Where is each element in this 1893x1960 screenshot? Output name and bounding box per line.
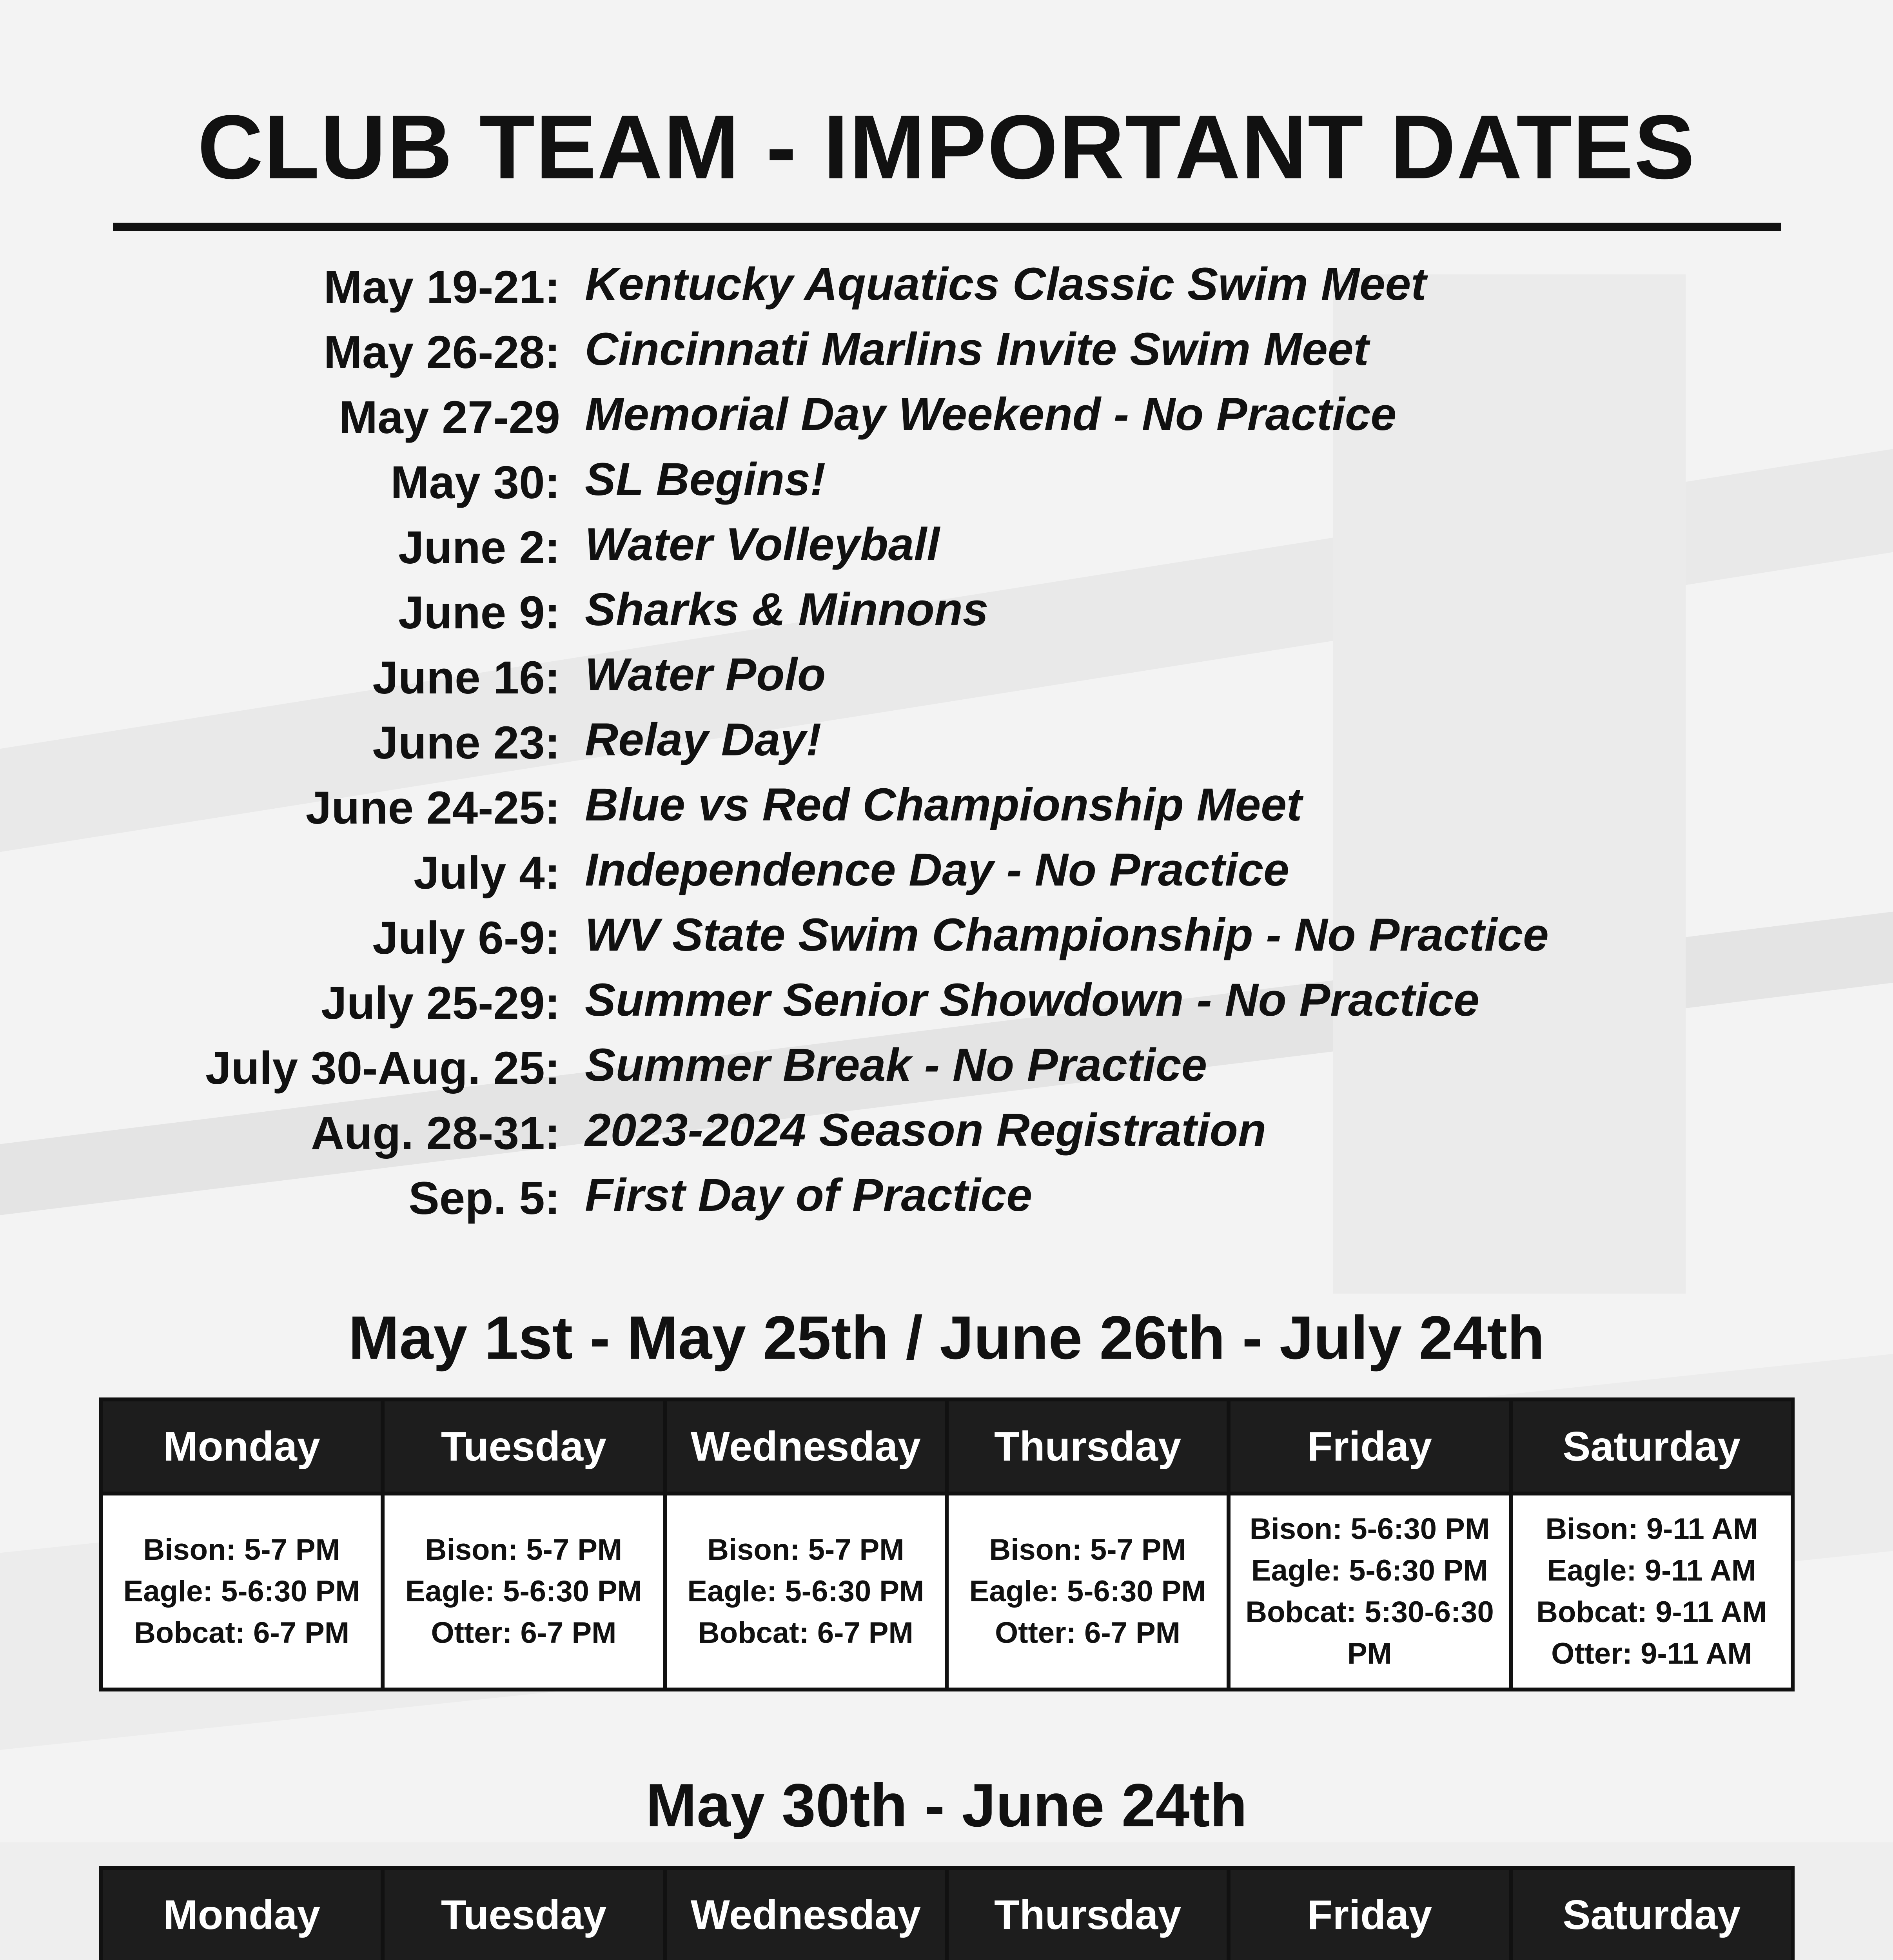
schedule-cell-tuesday bbox=[383, 1494, 664, 1690]
day-header-monday: Monday bbox=[101, 1399, 383, 1494]
schedule-cell-monday bbox=[101, 1494, 383, 1690]
date-row bbox=[0, 710, 1893, 775]
schedule-cell-line: Eagle: 5-6:30 PM bbox=[687, 1575, 924, 1608]
schedule2-header-row bbox=[101, 1868, 1793, 1960]
date-event: Water Volleyball bbox=[585, 519, 940, 570]
schedule-cell-line: Bobcat: 9-11 AM bbox=[1536, 1595, 1767, 1629]
schedule-cell-line: Bison: 5-7 PM bbox=[425, 1533, 623, 1566]
date-label: July 6-9: bbox=[372, 912, 560, 964]
date-row bbox=[0, 971, 1893, 1036]
date-event: Cincinnati Marlins Invite Swim Meet bbox=[585, 323, 1369, 375]
date-label: May 26-28: bbox=[323, 327, 560, 378]
schedule-cell-line: Bison: 5-6:30 PM bbox=[1249, 1512, 1490, 1546]
schedule-cell-friday bbox=[1229, 1494, 1510, 1690]
day-header-wednesday: Wednesday bbox=[665, 1868, 947, 1960]
date-label: May 30: bbox=[390, 457, 560, 508]
schedule2-table bbox=[99, 1866, 1795, 1960]
date-label: July 4: bbox=[414, 847, 560, 899]
schedule-cell-line: Bobcat: 6-7 PM bbox=[698, 1616, 913, 1650]
date-row bbox=[0, 1101, 1893, 1166]
schedule-cell-line: Eagle: 5-6:30 PM bbox=[969, 1575, 1206, 1608]
day-header-friday: Friday bbox=[1229, 1868, 1510, 1960]
schedule-cell-line: Bobcat: 5:30-6:30 bbox=[1245, 1595, 1494, 1629]
date-event: WV State Swim Championship - No Practice bbox=[585, 909, 1549, 961]
date-row bbox=[0, 1036, 1893, 1101]
date-label: June 9: bbox=[398, 587, 560, 639]
title-divider bbox=[113, 223, 1781, 231]
day-header-thursday: Thursday bbox=[947, 1868, 1229, 1960]
date-label: July 30-Aug. 25: bbox=[205, 1042, 560, 1094]
day-header-monday: Monday bbox=[101, 1868, 383, 1960]
day-header-tuesday: Tuesday bbox=[383, 1399, 664, 1494]
date-row bbox=[0, 580, 1893, 645]
date-label: June 16: bbox=[372, 652, 560, 704]
date-label: July 25-29: bbox=[321, 977, 560, 1029]
date-label: Sep. 5: bbox=[408, 1172, 560, 1224]
date-event: Summer Senior Showdown - No Practice bbox=[585, 974, 1479, 1026]
schedule-cell-line: Otter: 6-7 PM bbox=[995, 1616, 1181, 1650]
date-row bbox=[0, 775, 1893, 840]
date-label: June 2: bbox=[398, 522, 560, 573]
schedule-cell-line: Bison: 9-11 AM bbox=[1545, 1512, 1758, 1546]
schedule2-title: May 30th - June 24th bbox=[646, 1771, 1247, 1840]
date-label: June 23: bbox=[372, 717, 560, 769]
day-header-friday: Friday bbox=[1229, 1399, 1510, 1494]
schedule-cell-wednesday bbox=[665, 1494, 947, 1690]
schedule-cell-thursday bbox=[947, 1494, 1229, 1690]
date-label: Aug. 28-31: bbox=[310, 1107, 560, 1159]
date-row bbox=[0, 320, 1893, 385]
date-event: SL Begins! bbox=[585, 454, 826, 505]
day-header-saturday: Saturday bbox=[1511, 1868, 1793, 1960]
schedule-cell-line: Bison: 5-7 PM bbox=[989, 1533, 1186, 1566]
date-row bbox=[0, 450, 1893, 515]
date-event: Blue vs Red Championship Meet bbox=[585, 779, 1302, 831]
page-title: CLUB TEAM - IMPORTANT DATES bbox=[197, 96, 1696, 198]
date-row bbox=[0, 645, 1893, 710]
schedule-cell-line: PM bbox=[1347, 1637, 1392, 1670]
date-row bbox=[0, 906, 1893, 971]
day-header-thursday: Thursday bbox=[947, 1399, 1229, 1494]
date-label: May 27-29 bbox=[339, 392, 560, 443]
date-row bbox=[0, 515, 1893, 580]
date-label: May 19-21: bbox=[323, 261, 560, 313]
schedule1-header-row bbox=[101, 1399, 1793, 1494]
date-event: 2023-2024 Season Registration bbox=[585, 1104, 1267, 1156]
day-header-saturday: Saturday bbox=[1511, 1399, 1793, 1494]
date-event: Relay Day! bbox=[585, 714, 822, 766]
date-event: First Day of Practice bbox=[585, 1169, 1033, 1221]
schedule-cell-line: Eagle: 5-6:30 PM bbox=[123, 1575, 360, 1608]
date-row bbox=[0, 1166, 1893, 1231]
schedule1-table bbox=[99, 1397, 1795, 1691]
date-event: Memorial Day Weekend - No Practice bbox=[585, 388, 1397, 440]
date-label: June 24-25: bbox=[305, 782, 560, 834]
date-row bbox=[0, 385, 1893, 450]
day-header-tuesday: Tuesday bbox=[383, 1868, 664, 1960]
schedule-row bbox=[101, 1494, 1793, 1690]
schedule-cell-line: Eagle: 9-11 AM bbox=[1547, 1554, 1757, 1587]
schedule-cell-line: Eagle: 5-6:30 PM bbox=[1251, 1554, 1488, 1587]
schedule-cell-saturday bbox=[1511, 1494, 1793, 1690]
schedule-cell-line: Eagle: 5-6:30 PM bbox=[405, 1575, 642, 1608]
date-event: Kentucky Aquatics Classic Swim Meet bbox=[585, 258, 1427, 310]
schedule1-title: May 1st - May 25th / June 26th - July 24th bbox=[348, 1304, 1545, 1372]
schedule-cell-line: Bobcat: 6-7 PM bbox=[134, 1616, 350, 1650]
schedule-cell-line: Otter: 9-11 AM bbox=[1551, 1637, 1752, 1670]
date-event: Independence Day - No Practice bbox=[585, 844, 1289, 896]
schedule-cell-line: Bison: 5-7 PM bbox=[707, 1533, 904, 1566]
day-header-wednesday: Wednesday bbox=[665, 1399, 947, 1494]
schedule-cell-line: Otter: 6-7 PM bbox=[431, 1616, 617, 1650]
date-row bbox=[0, 840, 1893, 906]
date-event: Sharks & Minnons bbox=[585, 584, 989, 635]
schedule-cell-line: Bison: 5-7 PM bbox=[143, 1533, 340, 1566]
date-event: Summer Break - No Practice bbox=[585, 1039, 1207, 1091]
date-event: Water Polo bbox=[585, 649, 826, 701]
date-row bbox=[0, 255, 1893, 320]
